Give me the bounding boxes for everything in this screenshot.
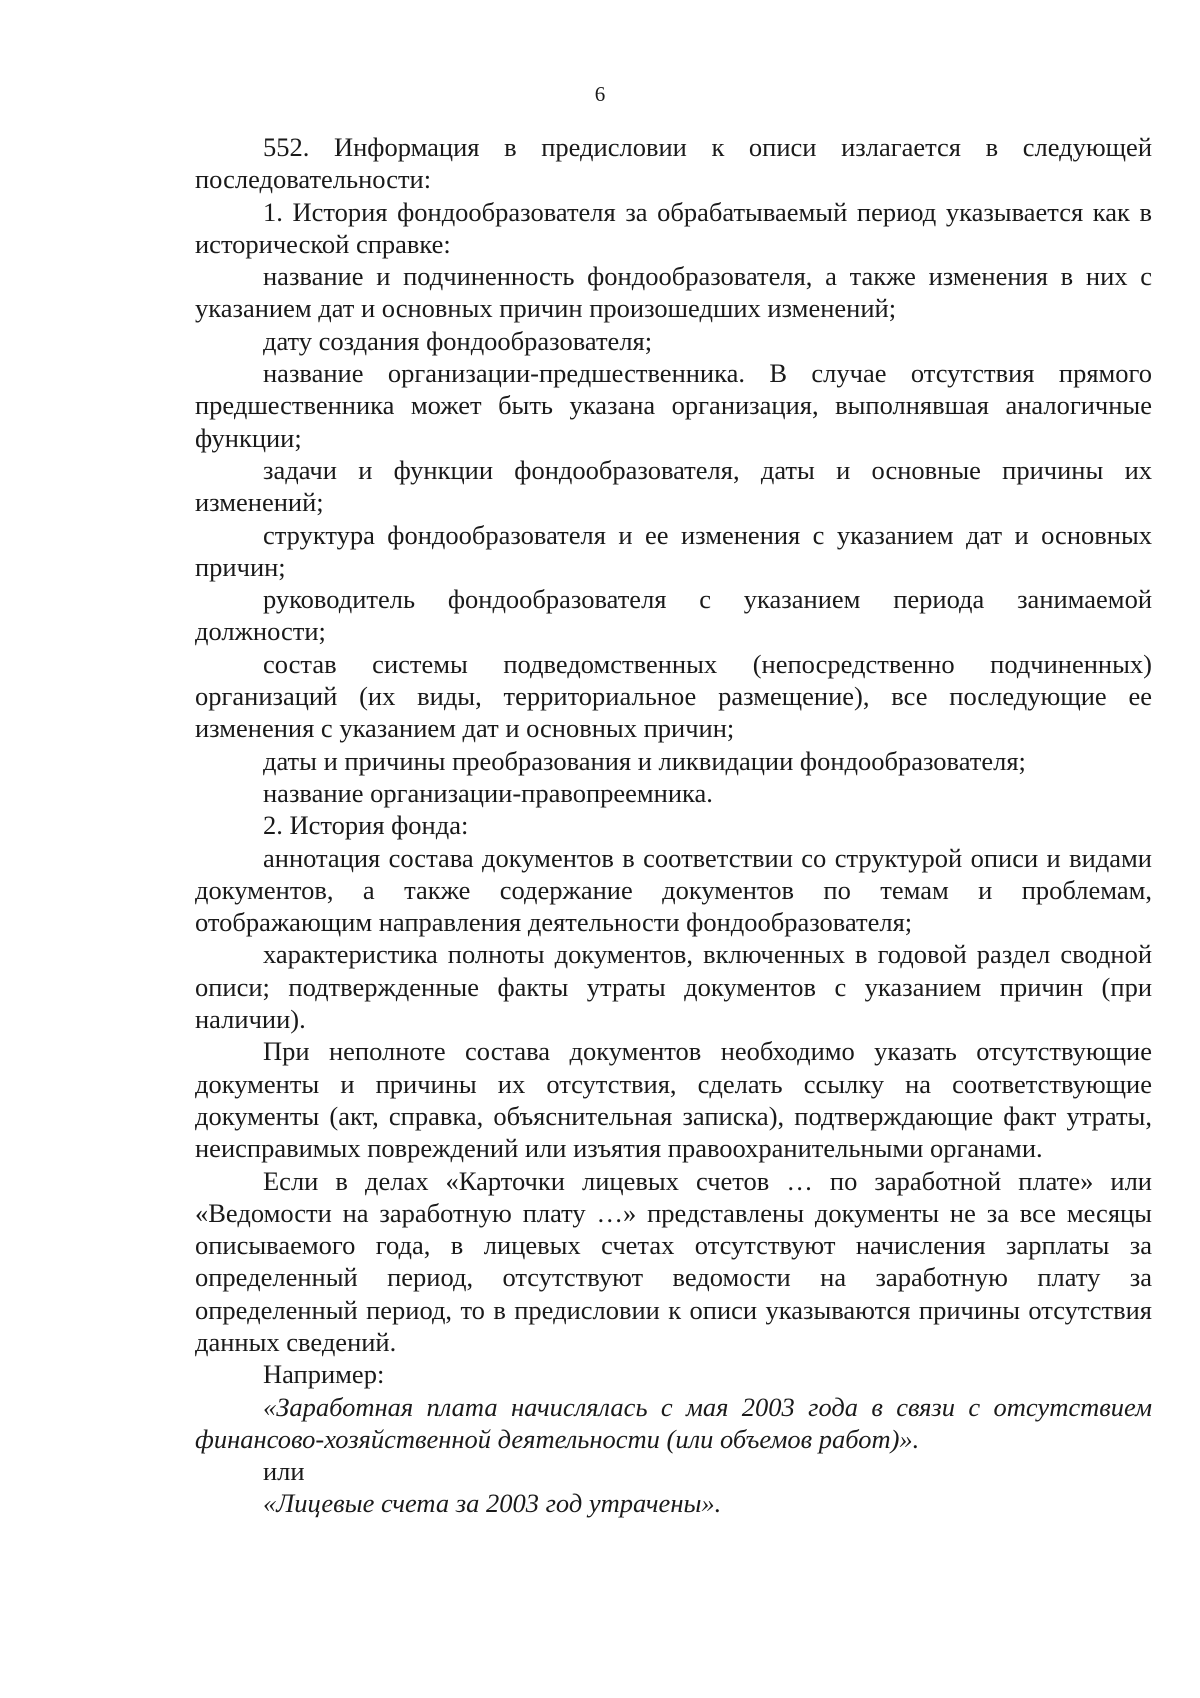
document-body xyxy=(195,131,1152,1520)
paragraph-example-label: Например: xyxy=(263,1359,385,1390)
paragraph-salary-cards: Если в делах «Карточки лицевых счетов … по заработной плате» или «Ведомости на заработную плату …» представлены документы не за все месяцы описываемого года, в лицевых счетах отсутствуют начисления зарплаты за определенный период, отсутствуют ведомости на заработную плату за определенный период, то в предисловии к описи указываются причины отсутствия данных сведений. xyxy=(195,1165,1152,1357)
paragraph-example-2: «Лицевые счета за 2003 год утрачены». xyxy=(263,1488,722,1519)
paragraph-subordinate-system: состав системы подведомственных (непосредственно подчиненных) организаций (их виды, территориальное размещение), все последующие ее изменения с указанием дат и основных причин; xyxy=(195,648,1152,744)
paragraph-tasks-functions: задачи и функции фондообразователя, даты и основные причины их изменений; xyxy=(195,454,1152,518)
paragraph-item-1: 1. История фондообразователя за обрабатываемый период указывается как в исторической справке: xyxy=(195,196,1152,259)
paragraph-incomplete-composition: При неполноте состава документов необходимо указать отсутствующие документы и причины их отсутствия, сделать ссылку на соответствующие документы (акт, справка, объяснительная записка), подтверждающие факт утраты, неисправимых повреждений или изъятия правоохранительными органами. xyxy=(195,1036,1152,1164)
paragraph-item-2: 2. История фонда: xyxy=(263,810,469,841)
paragraph-liquidation: даты и причины преобразования и ликвидации фондообразователя; xyxy=(263,745,1026,776)
paragraph-structure: структура фондообразователя и ее изменения с указанием дат и основных причин; xyxy=(195,519,1152,582)
paragraph-or: или xyxy=(263,1456,305,1487)
paragraph-predecessor: название организации-предшественника. В случае отсутствия прямого предшественника может быть указана организация, выполнявшая аналогичные функции; xyxy=(195,358,1152,453)
paragraph-head: руководитель фондообразователя с указанием периода занимаемой должности; xyxy=(195,584,1152,647)
paragraph-552: 552. Информация в предисловии к описи излагается в следующей последовательности: xyxy=(195,132,1152,195)
paragraph-successor: название организации-правопреемника. xyxy=(263,777,713,808)
paragraph-example-1: «Заработная плата начислялась с мая 2003 года в связи с отсутствием финансово-хозяйственной деятельности (или объемов работ)». xyxy=(195,1391,1152,1454)
paragraph-completeness: характеристика полноты документов, включенных в годовой раздел сводной описи; подтвержденные факты утраты документов с указанием причин (при наличии). xyxy=(195,939,1152,1035)
paragraph-name-subordination: название и подчиненность фондообразователя, а также изменения в них с указанием дат и основных причин произошедших изменений; xyxy=(195,261,1152,324)
paragraph-annotation: аннотация состава документов в соответствии со структурой описи и видами документов, а также содержание документов по темам и проблемам, отображающим направления деятельности фондообразователя; xyxy=(195,842,1152,938)
page-number: 6 xyxy=(594,82,606,106)
paragraph-creation-date: дату создания фондообразователя; xyxy=(263,325,653,356)
